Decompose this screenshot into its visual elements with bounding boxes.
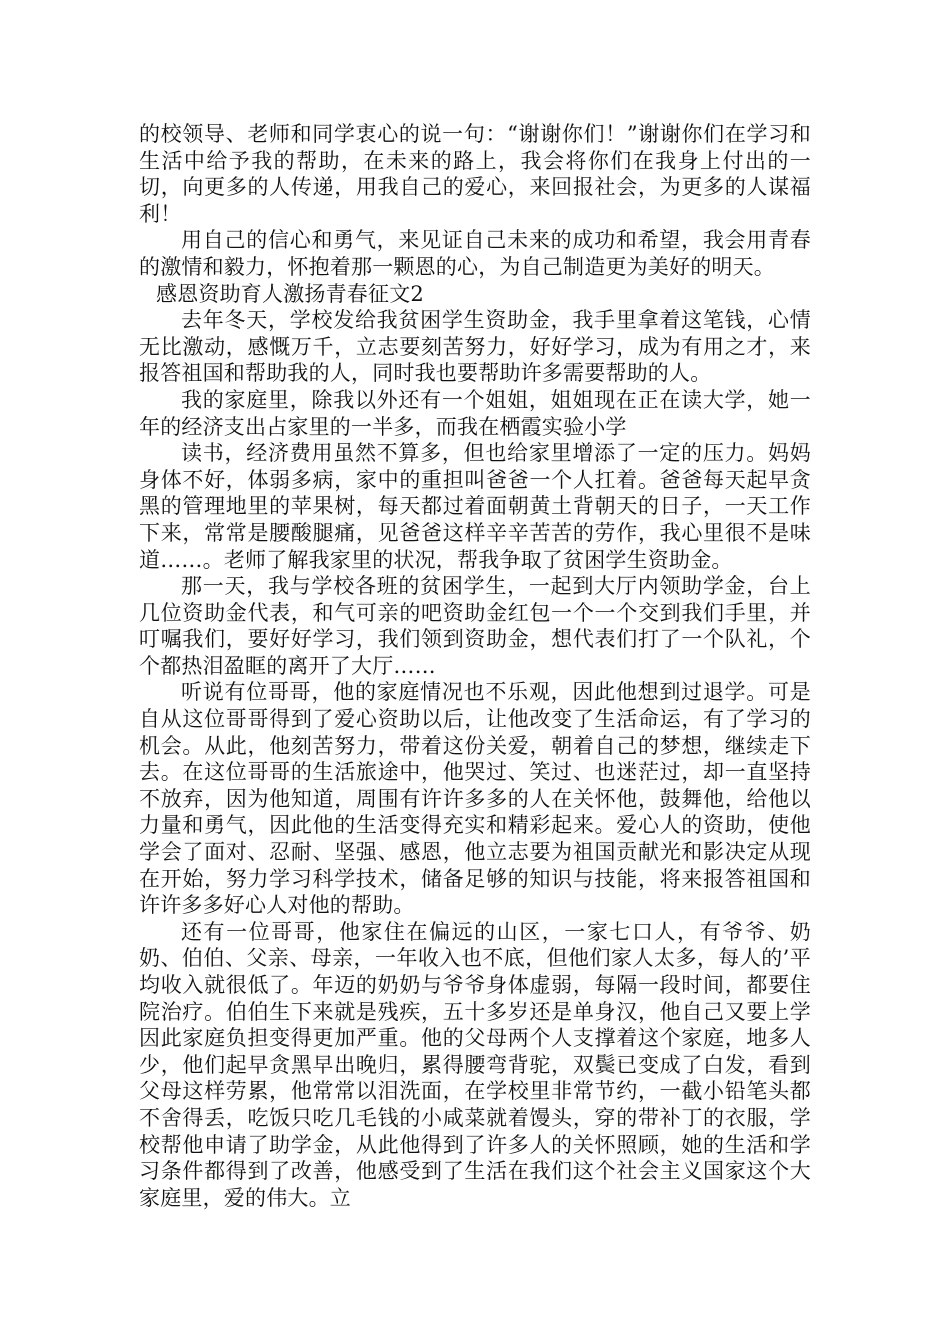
essay-body: [139, 121, 811, 1211]
paragraph-continuation: 的校领导、老师和同学衷心的说一句：“谢谢你们！”谢谢你们在学习和生活中给予我的帮助，在未来的路上，我会将你们在我身上付出的一切，向更多的人传递，用我自己的爱心，来回报社会，为更多的人谋福利！: [139, 122, 811, 226]
paragraph: 我的家庭里，除我以外还有一个姐姐，姐姐现在正在读大学，她一年的经济支出占家里的一半多，而我在栖霞实验小学: [139, 387, 811, 439]
section-heading: 感恩资助育人激扬青春征文2: [156, 281, 424, 306]
paragraph: 还有一位哥哥，他家住在偏远的山区，一家七口人，有爷爷、奶奶、伯伯、父亲、母亲，一年收入也不底，但他们家人太多，每人的’平均收入就很低了。年迈的奶奶与爷爷身体虚弱，每隔一段时间，都要住院治疗。伯伯生下来就是残疾，五十多岁还是单身汉，他自己又要上学因此家庭负担变得更加严重。他的父母两个人支撑着这个家庭，地多人少，他们起早贪黑早出晚归，累得腰弯背驼，双鬓已变成了白发，看到父母这样劳累，他常常以泪洗面，在学校里非常节约，一截小铅笔头都不舍得丢，吃饭只吃几毛钱的小咸菜就着馒头，穿的带补丁的衣服，学校帮他申请了助学金，从此他得到了许多人的关怀照顾，她的生活和学习条件都得到了改善，他感受到了生活在我们这个社会主义国家这个大家庭里，爱的伟大。立: [139, 919, 811, 1210]
paragraph: 读书，经济费用虽然不算多，但也给家里增添了一定的压力。妈妈身体不好，体弱多病，家中的重担叫爸爸一个人扛着。爸爸每天起早贪黑的管理地里的苹果树，每天都过着面朝黄土背朝天的日子，一天工作下来，常常是腰酸腿痛，见爸爸这样辛辛苦苦的劳作，我心里很不是味道……。老师了解我家里的状况，帮我争取了贫困学生资助金。: [139, 441, 811, 572]
paragraph: 那一天，我与学校各班的贫困学生，一起到大厅内领助学金，台上几位资助金代表，和气可亲的吧资助金红包一个一个交到我们手里，并叮嘱我们，要好好学习，我们领到资助金，想代表们打了一个队礼，个个都热泪盈眶的离开了大厅……: [139, 574, 811, 678]
paragraph: 听说有位哥哥，他的家庭情况也不乐观，因此他想到过退学。可是自从这位哥哥得到了爱心资助以后，让他改变了生活命运，有了学习的机会。从此，他刻苦努力，带着这份关爱，朝着自己的梦想，继续走下去。在这位哥哥的生活旅途中，他哭过、笑过、也迷茫过，却一直坚持不放弃，因为他知道，周围有许许多多的人在关怀他，鼓舞他，给他以力量和勇气，因此他的生活变得充实和精彩起来。爱心人的资助，使他学会了面对、忍耐、坚强、感恩，他立志要为祖国贡献光和影决定从现在开始，努力学习科学技术，储备足够的知识与技能，将来报答祖国和许许多多好心人对他的帮助。: [139, 680, 811, 918]
paragraph: 用自己的信心和勇气，来见证自己未来的成功和希望，我会用青春的激情和毅力，怀抱着那一颗恩的心，为自己制造更为美好的明天。: [139, 228, 811, 279]
paragraph: 去年冬天，学校发给我贫困学生资助金，我手里拿着这笔钱，心情无比激动，感慨万千，立志要刻苦努力，好好学习，成为有用之才，来报答祖国和帮助我的人，同时我也要帮助许多需要帮助的人。: [139, 308, 811, 386]
